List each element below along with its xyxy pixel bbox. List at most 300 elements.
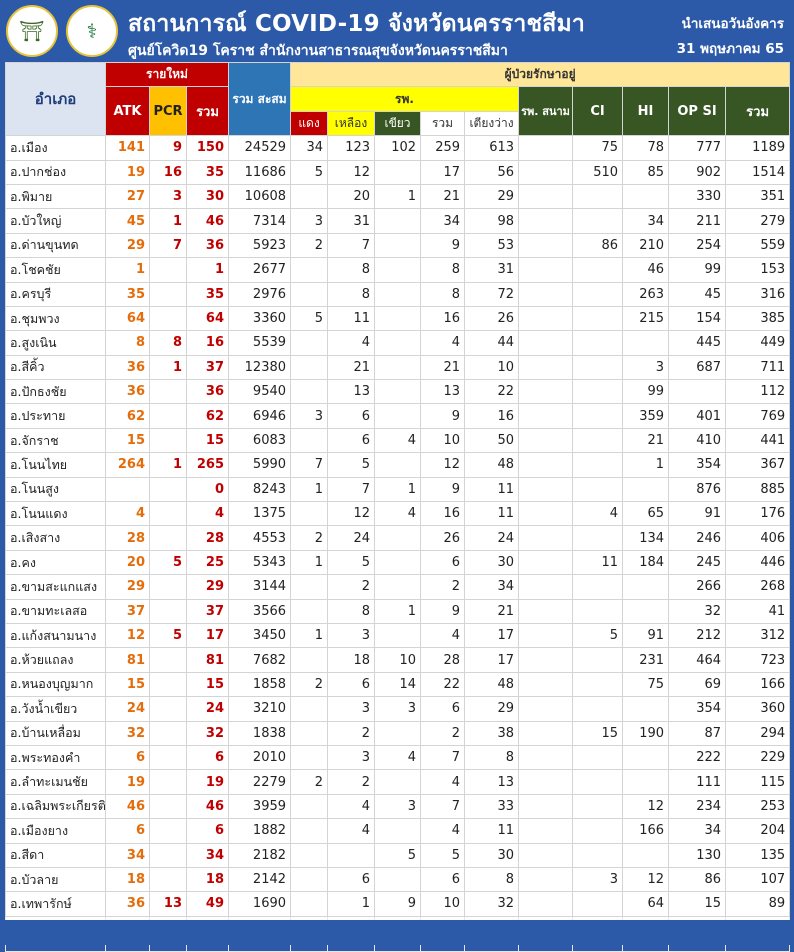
value-cell [150, 477, 187, 501]
value-cell [519, 477, 573, 501]
report-date [677, 12, 784, 62]
value-cell: 5539 [229, 331, 291, 355]
value-cell: 7 [291, 453, 328, 477]
value-cell: 37 [187, 599, 229, 623]
value-cell [291, 867, 328, 891]
value-cell: 34 [106, 843, 150, 867]
value-cell [375, 721, 421, 745]
value-cell: 8 [106, 331, 150, 355]
value-cell: 34 [187, 843, 229, 867]
value-cell [375, 404, 421, 428]
value-cell: 2 [328, 575, 375, 599]
value-cell: 36 [106, 892, 150, 916]
value-cell [519, 184, 573, 208]
value-cell: 902 [669, 160, 726, 184]
district-name-cell: อ.เทพารักษ์ [6, 892, 106, 916]
value-cell [519, 770, 573, 794]
value-cell: 1189 [726, 136, 790, 160]
value-cell: 5 [291, 306, 328, 330]
value-cell: 15 [669, 892, 726, 916]
value-cell: 4 [187, 502, 229, 526]
value-cell [375, 550, 421, 574]
value-cell [291, 502, 328, 526]
value-cell: 35 [187, 160, 229, 184]
value-cell: 11 [328, 306, 375, 330]
value-cell: 294 [726, 721, 790, 745]
value-cell: 81 [187, 648, 229, 672]
table-row [6, 331, 790, 355]
value-cell: 115 [726, 770, 790, 794]
value-cell: 6 [106, 819, 150, 843]
table-row [6, 721, 790, 745]
value-cell: 7682 [229, 648, 291, 672]
value-cell: 150 [187, 136, 229, 160]
value-cell: 3959 [229, 794, 291, 818]
value-cell: 1 [291, 550, 328, 574]
value-cell: 75 [573, 136, 623, 160]
value-cell [573, 306, 623, 330]
value-cell: 6 [421, 697, 465, 721]
header-treating: ผู้ป่วยรักษาอยู่ [291, 63, 790, 87]
value-cell: 15 [106, 672, 150, 696]
value-cell [291, 745, 328, 769]
value-cell: 184 [623, 550, 669, 574]
value-cell: 34 [291, 136, 328, 160]
value-cell: 1 [291, 623, 328, 647]
value-cell: 4 [573, 502, 623, 526]
value-cell: 32 [106, 721, 150, 745]
table-row [6, 160, 790, 184]
value-cell: 62 [106, 404, 150, 428]
value-cell [519, 648, 573, 672]
value-cell [375, 233, 421, 257]
table-row [6, 550, 790, 574]
value-cell: 21 [328, 355, 375, 379]
table-row [6, 233, 790, 257]
value-cell: 8 [465, 867, 519, 891]
ministry-of-public-health-logo-icon: ⚕ [66, 5, 118, 57]
value-cell: 22 [465, 380, 519, 404]
value-cell [375, 209, 421, 233]
value-cell [375, 331, 421, 355]
value-cell [519, 233, 573, 257]
table-row [6, 745, 790, 769]
value-cell: 4 [328, 331, 375, 355]
district-name-cell: อ.โนนไทย [6, 453, 106, 477]
table-row [6, 648, 790, 672]
value-cell: 46 [623, 258, 669, 282]
value-cell [573, 331, 623, 355]
value-cell: 1 [375, 599, 421, 623]
value-cell: 11 [465, 819, 519, 843]
value-cell: 78 [623, 136, 669, 160]
value-cell: 1 [375, 184, 421, 208]
value-cell: 1 [150, 453, 187, 477]
value-cell: 3 [328, 745, 375, 769]
value-cell [623, 331, 669, 355]
value-cell: 134 [623, 526, 669, 550]
value-cell: 449 [726, 331, 790, 355]
value-cell: 7 [328, 477, 375, 501]
value-cell: 56 [465, 160, 519, 184]
value-cell: 385 [726, 306, 790, 330]
value-cell: 246 [669, 526, 726, 550]
value-cell: 1 [375, 477, 421, 501]
value-cell: 2 [291, 526, 328, 550]
value-cell: 31 [465, 258, 519, 282]
value-cell: 34 [669, 819, 726, 843]
value-cell [150, 794, 187, 818]
value-cell [623, 575, 669, 599]
value-cell [573, 697, 623, 721]
value-cell [291, 184, 328, 208]
value-cell: 4 [421, 331, 465, 355]
table-row [6, 623, 790, 647]
value-cell: 20 [328, 184, 375, 208]
value-cell: 3210 [229, 697, 291, 721]
value-cell [573, 575, 623, 599]
value-cell [573, 428, 623, 452]
value-cell: 19 [187, 770, 229, 794]
value-cell: 9 [421, 404, 465, 428]
value-cell: 316 [726, 282, 790, 306]
value-cell [519, 575, 573, 599]
value-cell: 2 [421, 721, 465, 745]
district-name-cell: อ.ขามสะแกแสง [6, 575, 106, 599]
value-cell: 0 [187, 477, 229, 501]
value-cell: 5 [291, 160, 328, 184]
value-cell [375, 160, 421, 184]
value-cell [150, 526, 187, 550]
value-cell [519, 380, 573, 404]
table-row [6, 892, 790, 916]
value-cell: 153 [726, 258, 790, 282]
footer-bar [0, 920, 794, 945]
value-cell: 64 [623, 892, 669, 916]
value-cell [291, 258, 328, 282]
value-cell: 21 [421, 184, 465, 208]
value-cell [291, 721, 328, 745]
value-cell [519, 672, 573, 696]
value-cell: 7 [421, 794, 465, 818]
value-cell: 176 [726, 502, 790, 526]
table-body [6, 136, 790, 952]
value-cell: 2 [328, 721, 375, 745]
value-cell: 9 [375, 892, 421, 916]
value-cell: 35 [187, 282, 229, 306]
value-cell: 24 [465, 526, 519, 550]
value-cell: 34 [623, 209, 669, 233]
value-cell [291, 575, 328, 599]
table-row [6, 404, 790, 428]
value-cell [291, 428, 328, 452]
value-cell: 11 [465, 477, 519, 501]
value-cell [623, 184, 669, 208]
value-cell: 14 [375, 672, 421, 696]
value-cell [573, 648, 623, 672]
value-cell: 204 [726, 819, 790, 843]
value-cell: 1 [150, 209, 187, 233]
value-cell: 87 [669, 721, 726, 745]
value-cell [375, 282, 421, 306]
covid-table-sheet [5, 62, 789, 920]
value-cell: 8 [328, 258, 375, 282]
value-cell: 1838 [229, 721, 291, 745]
district-name-cell: อ.เฉลิมพระเกียรติ [6, 794, 106, 818]
value-cell [291, 380, 328, 404]
value-cell: 3 [623, 355, 669, 379]
value-cell [106, 477, 150, 501]
header-atk: ATK [106, 87, 150, 136]
value-cell: 401 [669, 404, 726, 428]
value-cell: 75 [623, 672, 669, 696]
header-red: แดง [291, 111, 328, 135]
value-cell: 1 [291, 477, 328, 501]
table-row [6, 477, 790, 501]
value-cell: 613 [465, 136, 519, 160]
value-cell [519, 502, 573, 526]
value-cell [291, 697, 328, 721]
value-cell: 29 [187, 575, 229, 599]
value-cell: 99 [623, 380, 669, 404]
value-cell [150, 648, 187, 672]
value-cell [375, 623, 421, 647]
value-cell [573, 477, 623, 501]
district-name-cell: อ.โนนแดง [6, 502, 106, 526]
value-cell: 13 [150, 892, 187, 916]
value-cell: 12 [106, 623, 150, 647]
value-cell: 64 [187, 306, 229, 330]
value-cell: 38 [465, 721, 519, 745]
value-cell [375, 867, 421, 891]
district-name-cell: อ.หนองบุญมาก [6, 672, 106, 696]
value-cell [291, 355, 328, 379]
value-cell: 4 [328, 819, 375, 843]
value-cell [375, 453, 421, 477]
value-cell: 28 [106, 526, 150, 550]
value-cell [519, 453, 573, 477]
value-cell [623, 745, 669, 769]
value-cell: 99 [669, 258, 726, 282]
value-cell: 22 [421, 672, 465, 696]
district-name-cell: อ.พระทองคำ [6, 745, 106, 769]
value-cell: 15 [187, 672, 229, 696]
value-cell: 7 [150, 233, 187, 257]
value-cell: 154 [669, 306, 726, 330]
value-cell: 5 [421, 843, 465, 867]
value-cell: 25 [187, 550, 229, 574]
value-cell: 10 [421, 892, 465, 916]
value-cell: 29 [465, 184, 519, 208]
value-cell: 32 [465, 892, 519, 916]
value-cell: 351 [726, 184, 790, 208]
district-name-cell: อ.สูงเนิน [6, 331, 106, 355]
value-cell: 36 [187, 233, 229, 257]
value-cell: 265 [187, 453, 229, 477]
header-green: เขียว [375, 111, 421, 135]
value-cell [519, 550, 573, 574]
value-cell: 37 [106, 599, 150, 623]
value-cell [150, 306, 187, 330]
value-cell: 6 [187, 819, 229, 843]
district-name-cell: อ.เมือง [6, 136, 106, 160]
value-cell: 13 [328, 380, 375, 404]
value-cell [519, 526, 573, 550]
value-cell: 234 [669, 794, 726, 818]
table-row [6, 867, 790, 891]
value-cell: 53 [465, 233, 519, 257]
table-row [6, 453, 790, 477]
value-cell: 12 [623, 794, 669, 818]
value-cell: 3144 [229, 575, 291, 599]
value-cell: 3 [328, 623, 375, 647]
value-cell: 446 [726, 550, 790, 574]
value-cell [291, 599, 328, 623]
value-cell: 17 [465, 623, 519, 647]
value-cell [150, 599, 187, 623]
value-cell: 279 [726, 209, 790, 233]
value-cell [291, 892, 328, 916]
value-cell: 5 [573, 623, 623, 647]
table-row [6, 794, 790, 818]
value-cell: 1 [106, 258, 150, 282]
value-cell [573, 892, 623, 916]
district-name-cell: อ.ครบุรี [6, 282, 106, 306]
header-pcr: PCR [150, 87, 187, 136]
value-cell: 441 [726, 428, 790, 452]
district-name-cell: อ.บัวลาย [6, 867, 106, 891]
district-name-cell: อ.ลำทะเมนชัย [6, 770, 106, 794]
value-cell [375, 770, 421, 794]
value-cell: 48 [465, 672, 519, 696]
value-cell: 9 [421, 477, 465, 501]
value-cell: 8 [150, 331, 187, 355]
value-cell: 4553 [229, 526, 291, 550]
value-cell [573, 526, 623, 550]
value-cell: 91 [669, 502, 726, 526]
value-cell: 16 [187, 331, 229, 355]
value-cell: 1882 [229, 819, 291, 843]
value-cell: 18 [328, 648, 375, 672]
value-cell: 21 [465, 599, 519, 623]
value-cell [375, 575, 421, 599]
value-cell: 50 [465, 428, 519, 452]
value-cell: 8243 [229, 477, 291, 501]
value-cell: 28 [421, 648, 465, 672]
table-row [6, 136, 790, 160]
value-cell: 3 [375, 794, 421, 818]
value-cell: 62 [187, 404, 229, 428]
value-cell: 4 [375, 745, 421, 769]
header-field-hospital: รพ. สนาม [519, 87, 573, 136]
value-cell: 10 [421, 428, 465, 452]
header-cumulative: รวม สะสม [229, 63, 291, 136]
value-cell [150, 745, 187, 769]
page-title: สถานการณ์ COVID-19 จังหวัดนครราชสีมา [128, 11, 585, 37]
header-hospital-sum: รวม [421, 111, 465, 135]
value-cell: 777 [669, 136, 726, 160]
value-cell [150, 770, 187, 794]
value-cell [150, 867, 187, 891]
district-name-cell: อ.คง [6, 550, 106, 574]
district-name-cell: อ.ปักธงชัย [6, 380, 106, 404]
value-cell [623, 599, 669, 623]
value-cell: 5 [150, 623, 187, 647]
value-cell: 29 [465, 697, 519, 721]
value-cell: 885 [726, 477, 790, 501]
value-cell: 45 [106, 209, 150, 233]
table-row [6, 209, 790, 233]
value-cell: 141 [106, 136, 150, 160]
value-cell: 17 [465, 648, 519, 672]
value-cell: 6 [328, 428, 375, 452]
value-cell: 15 [187, 428, 229, 452]
table-row [6, 697, 790, 721]
value-cell: 264 [106, 453, 150, 477]
value-cell: 5343 [229, 550, 291, 574]
value-cell: 359 [623, 404, 669, 428]
value-cell: 37 [187, 355, 229, 379]
value-cell [519, 428, 573, 452]
value-cell: 6 [421, 867, 465, 891]
value-cell: 32 [187, 721, 229, 745]
value-cell: 3 [150, 184, 187, 208]
value-cell: 253 [726, 794, 790, 818]
report-date-line1: นำเสนอวันอังคาร [681, 16, 784, 32]
value-cell: 135 [726, 843, 790, 867]
value-cell: 12 [328, 160, 375, 184]
value-cell: 2182 [229, 843, 291, 867]
value-cell [519, 306, 573, 330]
value-cell: 723 [726, 648, 790, 672]
value-cell: 254 [669, 233, 726, 257]
value-cell [519, 331, 573, 355]
value-cell: 4 [375, 428, 421, 452]
value-cell [150, 843, 187, 867]
value-cell: 15 [573, 721, 623, 745]
table-row [6, 282, 790, 306]
value-cell [150, 819, 187, 843]
value-cell: 45 [669, 282, 726, 306]
district-name-cell: อ.ห้วยแถลง [6, 648, 106, 672]
district-name-cell: อ.ปากช่อง [6, 160, 106, 184]
page-subtitle: ศูนย์โควิด19 โคราช สำนักงานสาธารณสุขจังหวัดนครราชสีมา [128, 43, 508, 59]
value-cell: 86 [573, 233, 623, 257]
value-cell: 46 [187, 794, 229, 818]
value-cell: 312 [726, 623, 790, 647]
value-cell: 5990 [229, 453, 291, 477]
value-cell: 98 [465, 209, 519, 233]
value-cell [150, 502, 187, 526]
value-cell: 2 [291, 770, 328, 794]
report-date-line2: 31 พฤษภาคม 65 [676, 41, 784, 57]
district-name-cell: อ.พิมาย [6, 184, 106, 208]
header-beds-free: เตียงว่าง [465, 111, 519, 135]
value-cell: 2 [328, 770, 375, 794]
value-cell: 6 [328, 404, 375, 428]
value-cell: 24529 [229, 136, 291, 160]
value-cell [519, 623, 573, 647]
value-cell [573, 355, 623, 379]
value-cell: 86 [669, 867, 726, 891]
value-cell [669, 380, 726, 404]
value-cell [375, 306, 421, 330]
value-cell [623, 843, 669, 867]
value-cell: 16 [150, 160, 187, 184]
value-cell: 2142 [229, 867, 291, 891]
value-cell: 211 [669, 209, 726, 233]
value-cell: 354 [669, 453, 726, 477]
